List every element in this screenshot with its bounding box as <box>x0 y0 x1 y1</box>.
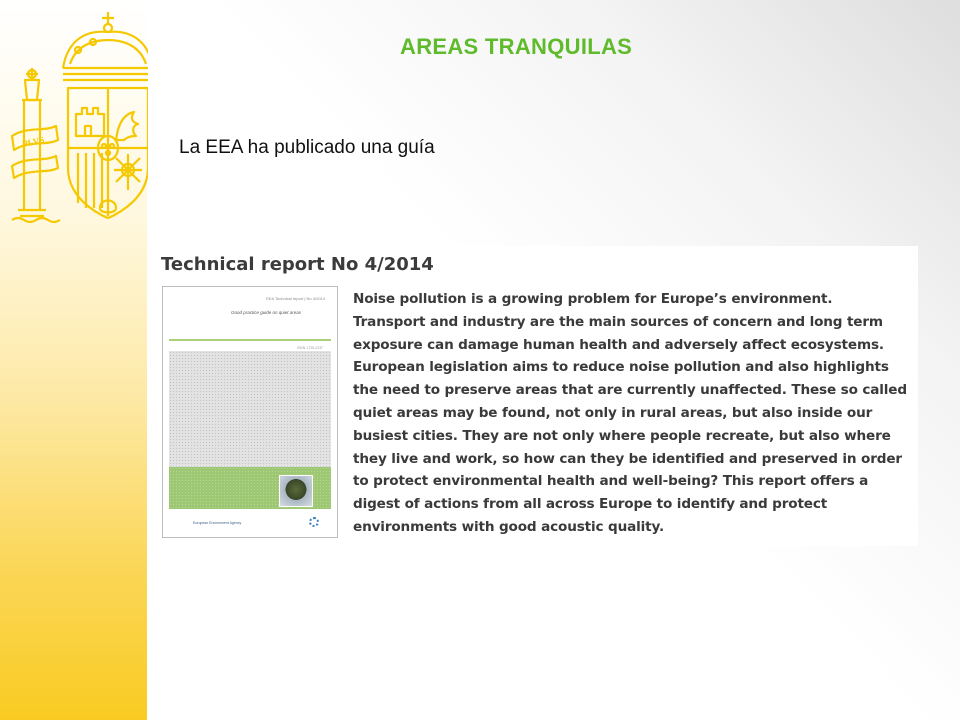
cover-photo-tree <box>279 475 313 507</box>
report-cover-thumbnail <box>162 286 338 538</box>
svg-text:PLVS: PLVS <box>21 134 46 149</box>
cover-series-label: EEA Technical report | No 4/2014 <box>266 296 325 301</box>
report-description: Noise pollution is a growing problem for Europe’s environment. Transport and industry are the main sources of concern and long term exposure can damage human health and adversely affect ecosystems. European legislation aims to reduce noise pollution and also highlights the need to preserve areas that are currently unaffected. These so called quiet areas may be found, not only in rural areas, but also inside our busiest cities. They are not only where people recreate, but also where they live and work, so how can they be identified and preserved in order to protect environmental health and well-being? This report offers a digest of actions from all across Europe to identify and protect environments with good acoustic quality. <box>353 291 907 535</box>
cover-title: Good practice guide on quiet areas <box>231 310 302 315</box>
eea-logo-icon <box>309 517 319 527</box>
cover-agency-name: European Environment Agency <box>193 521 242 525</box>
cover-green-band <box>169 467 331 509</box>
report-excerpt-image <box>152 246 918 546</box>
report-heading: Technical report No 4/2014 <box>161 254 434 275</box>
cover-divider <box>169 339 331 341</box>
cover-pattern-area <box>169 351 331 467</box>
slide-subtitle: La EEA ha publicado una guía <box>179 137 435 158</box>
slide-title: AREAS TRANQUILAS <box>400 34 633 59</box>
cover-issn: ISSN 1725-2237 <box>297 346 323 350</box>
spanish-coat-of-arms-logo <box>8 8 148 223</box>
